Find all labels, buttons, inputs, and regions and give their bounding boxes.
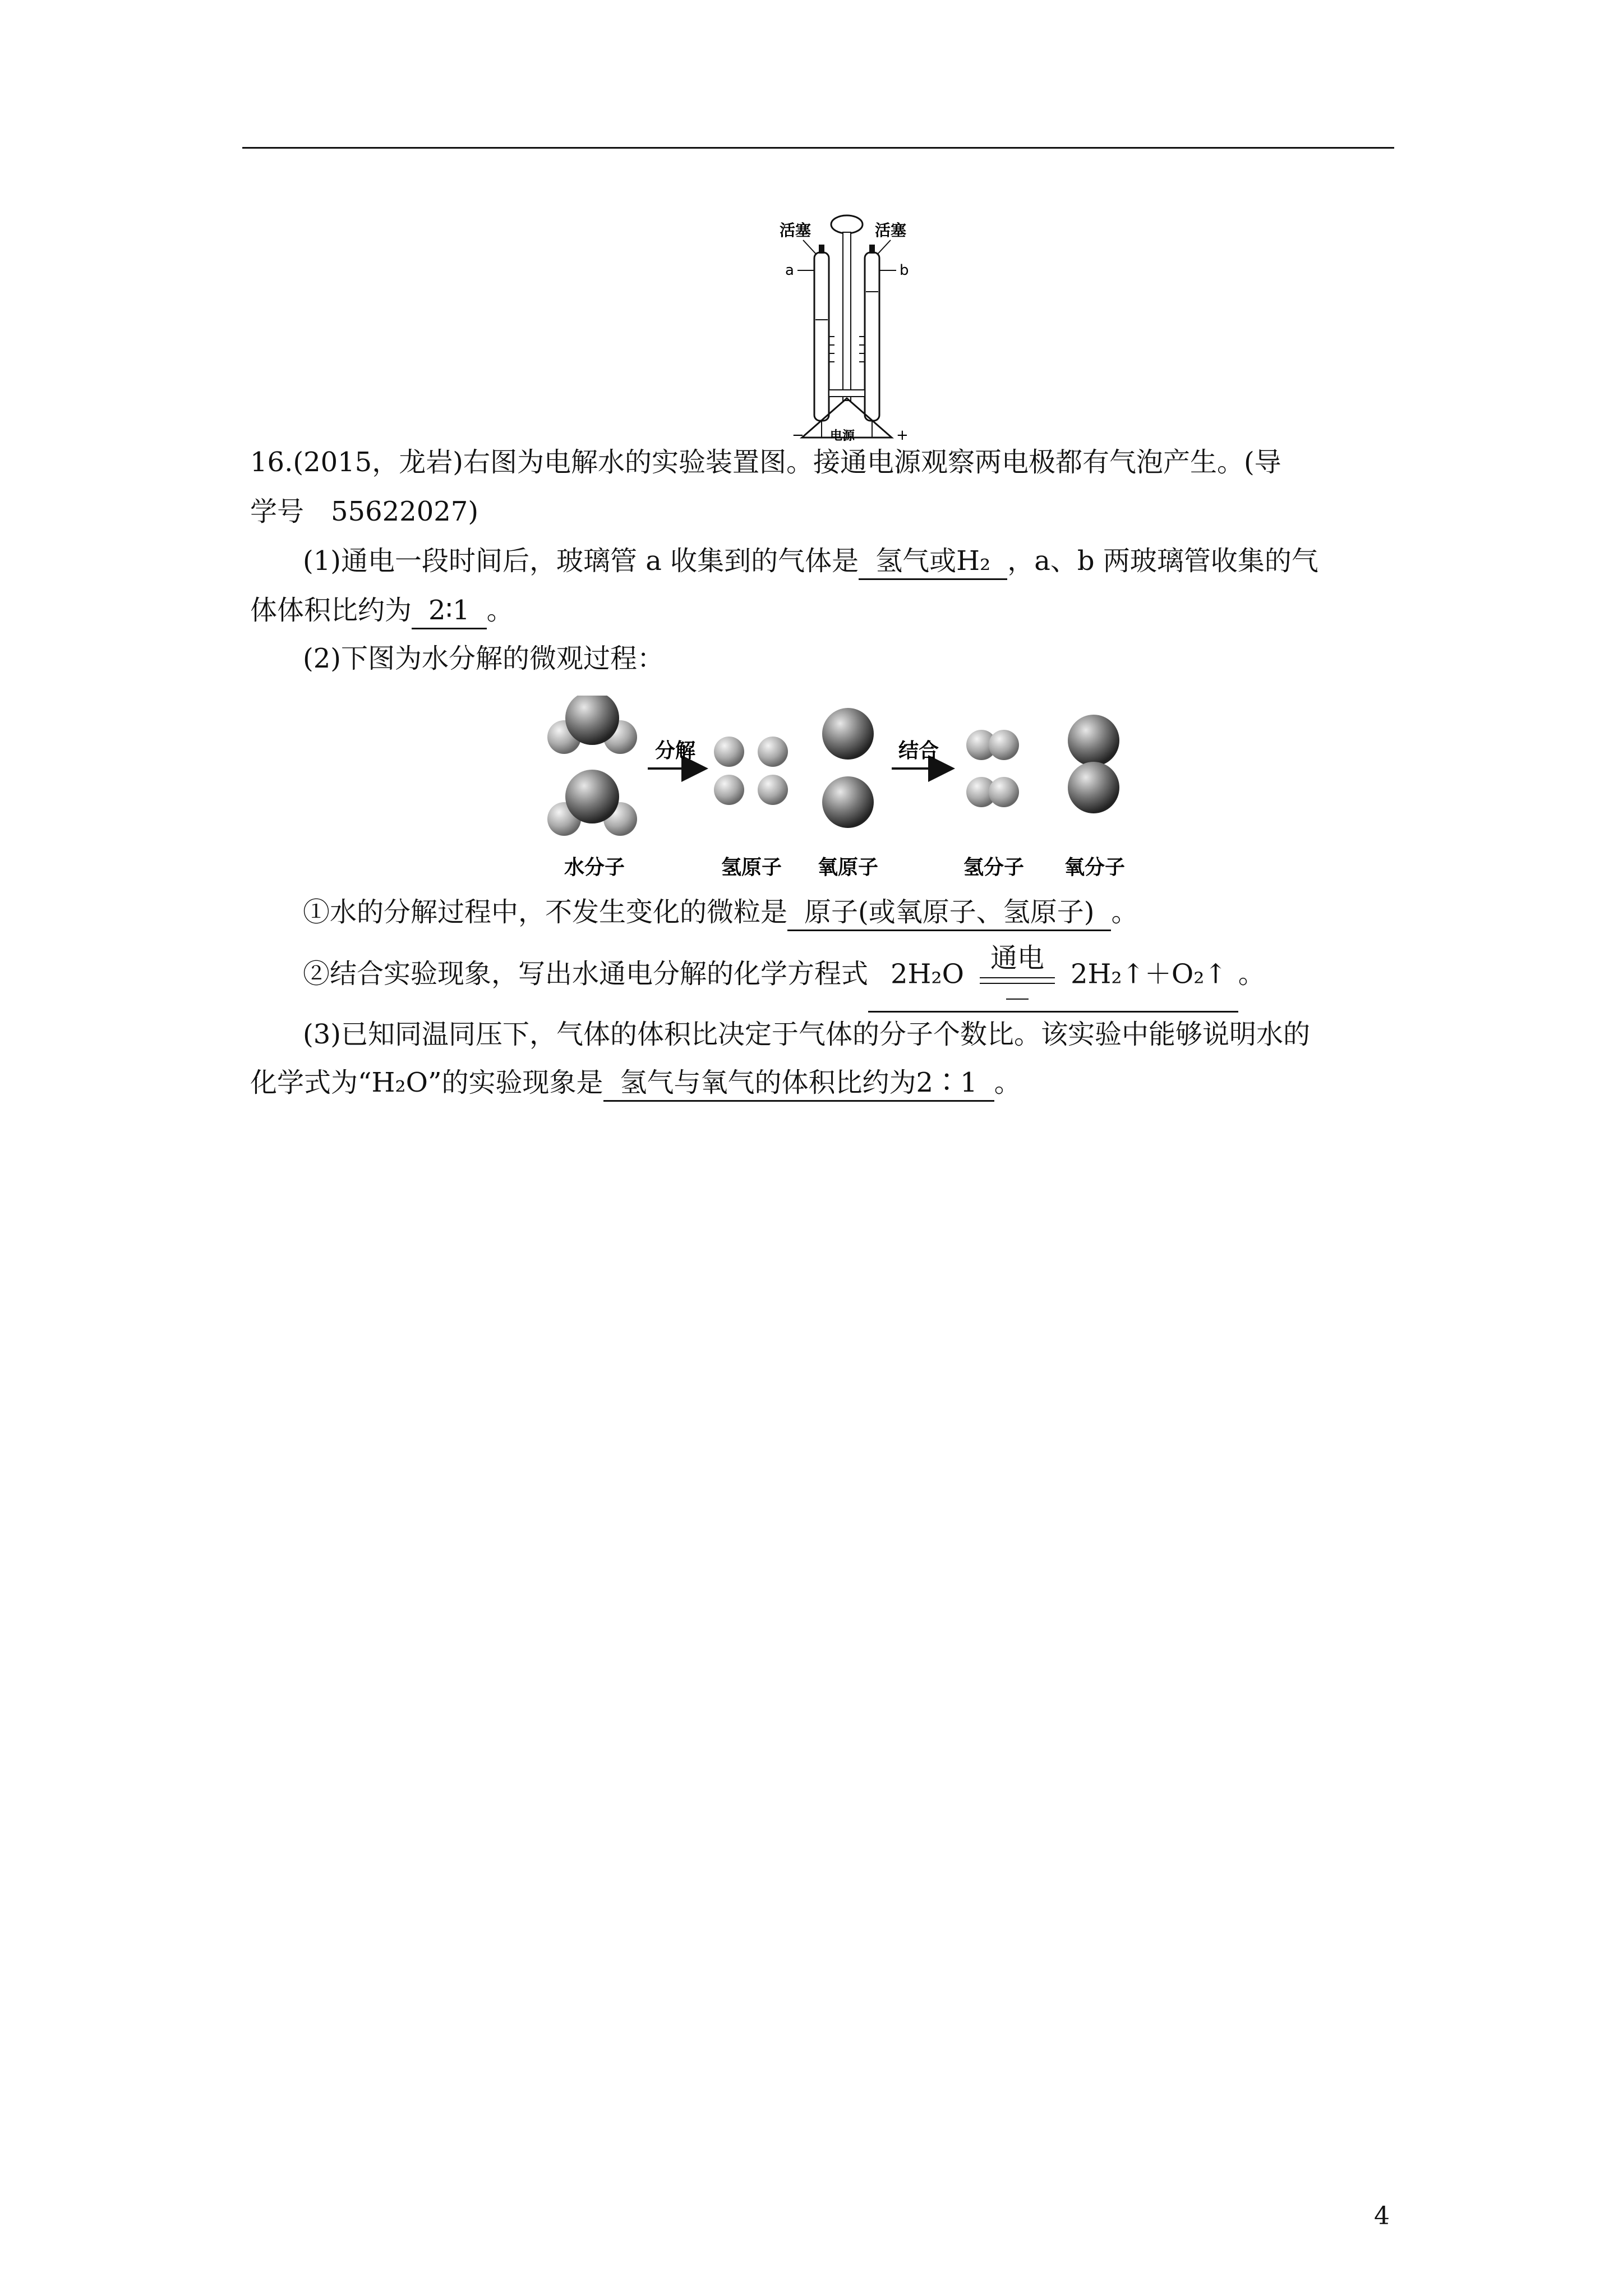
water-decomposition-diagram	[538, 696, 1155, 886]
oxygen-atoms	[822, 708, 874, 828]
stopcock-label-left: 活塞	[780, 221, 811, 240]
caption-oxygen-molecule: 氧分子	[1064, 856, 1126, 879]
part3-answer-blank: 氢气与氧气的体积比约为2∶1	[603, 1066, 994, 1102]
arrow-combine-label: 结合	[898, 739, 939, 762]
equation-lhs: 2H₂O	[891, 958, 965, 990]
part1-text-b: ，a、b 两玻璃管收集的气	[1007, 545, 1318, 577]
part1-text-d: 。	[486, 595, 514, 626]
minus-terminal-label: −	[792, 427, 804, 443]
part1-text-c: 体体积比约为	[250, 595, 412, 626]
stopcock-label-right: 活塞	[875, 221, 907, 240]
equation-condition	[975, 942, 1059, 1010]
part2-sub2	[303, 940, 1394, 1013]
part3-line2	[250, 1065, 1394, 1102]
part1-text-a: (1)通电一段时间后，玻璃管 a 收集到的气体是	[303, 545, 859, 577]
oxygen-molecule	[1068, 715, 1119, 813]
caption-hydrogen-molecule: 氢分子	[963, 856, 1025, 879]
page-number: 4	[1374, 2202, 1390, 2230]
hydrogen-molecules	[966, 730, 1019, 807]
part2-sub1-text: ①水的分解过程中，不发生变化的微粒是	[303, 896, 788, 928]
header-rule	[242, 147, 1394, 149]
part1-line1	[303, 543, 1394, 580]
plus-terminal-label: +	[896, 427, 909, 443]
part3-text-b: 化学式为“H₂O”的实验现象是	[250, 1067, 603, 1098]
equation-condition-label: 通电	[990, 942, 1045, 974]
part2-text: (2)下图为水分解的微观过程：	[303, 643, 664, 674]
caption-hydrogen-atom: 氢原子	[721, 856, 782, 879]
question-16-intro-line2: 学号 55622027)	[250, 496, 479, 527]
part3-end: 。	[994, 1067, 1021, 1098]
part2-sub2-equation-blank	[868, 942, 1238, 1013]
hydrogen-atoms	[714, 737, 788, 805]
part1-answer-blank-1: 氢气或H₂	[859, 545, 1007, 580]
part3-text-a: (3)已知同温同压下，气体的体积比决定于气体的分子个数比。该实验中能够说明水的	[303, 1019, 1310, 1050]
part2-sub2-text: ②结合实验现象，写出水通电分解的化学方程式	[303, 958, 869, 990]
caption-water-molecule: 水分子	[564, 856, 625, 879]
arrow-decompose-label: 分解	[655, 739, 696, 762]
caption-oxygen-atom: 氧原子	[818, 856, 879, 879]
part1-answer-blank-2: 2∶1	[412, 594, 487, 629]
power-source-label: 电源	[830, 429, 855, 443]
tube-b-label: b	[900, 262, 909, 279]
tube-a-label: a	[785, 262, 794, 279]
question-16-intro-line1: 16.(2015，龙岩)右图为电解水的实验装置图。接通电源观察两电极都有气泡产生。(导	[250, 447, 1281, 478]
part2-sub1-end: 。	[1111, 896, 1138, 928]
electrolysis-apparatus-figure	[763, 208, 931, 443]
water-molecules	[547, 696, 637, 836]
part2-sub1	[303, 894, 1394, 931]
part1-line2	[250, 592, 1394, 629]
equation-rhs: 2H₂↑＋O₂↑	[1071, 958, 1227, 990]
part2-sub2-end: 。	[1238, 958, 1265, 990]
part2-sub1-answer-blank: 原子(或氧原子、氢原子)	[787, 896, 1111, 931]
